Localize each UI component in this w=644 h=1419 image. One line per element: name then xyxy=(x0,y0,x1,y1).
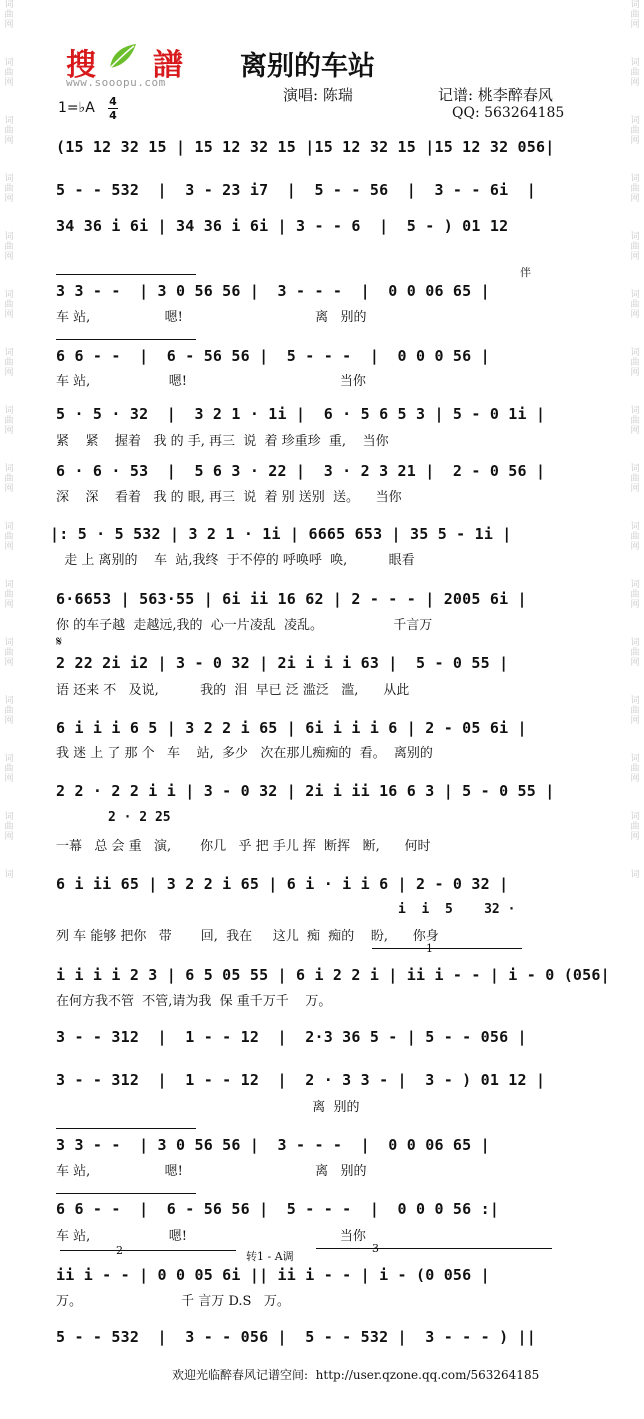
lyric-line: 走 上 离别的 车 站,我终 于不停的 呼唤呼 唤, 眼看 xyxy=(56,553,415,568)
notation-line: 6 6 - - | 6 - 56 56 | 5 - - - | 0 0 0 56 :| xyxy=(56,1200,500,1218)
watermark-char: 网 xyxy=(630,484,640,494)
watermark-char: 曲 xyxy=(4,358,14,368)
watermark-char: 曲 xyxy=(4,300,14,310)
watermark-char: 词 xyxy=(630,812,640,822)
watermark-char: 词 xyxy=(4,290,14,300)
watermark-char: 曲 xyxy=(4,68,14,78)
watermark-char: 词 xyxy=(630,522,640,532)
watermark-char: 曲 xyxy=(4,126,14,136)
lyric-line: 车 站, 嗯! 离 别的 xyxy=(56,310,367,325)
logo-url: www.sooopu.com xyxy=(66,76,166,89)
watermark-char: 词 xyxy=(4,232,14,242)
tie-line xyxy=(56,274,196,275)
watermark-char: 词 xyxy=(630,696,640,706)
watermark-char: 网 xyxy=(630,832,640,842)
watermark-char: 词 xyxy=(4,812,14,822)
lyric-line: 在何方我不管 不管,请为我 保 重千万千 万。 xyxy=(56,994,332,1009)
watermark-char: 网 xyxy=(630,716,640,726)
notation-line: 3 - - 312 | 1 - - 12 | 2·3 36 5 - | 5 - - 056 | xyxy=(56,1028,527,1046)
lyric-line: 车 站, 嗯! 当你 xyxy=(56,374,366,389)
footer-link: 欢迎光临醉春风记谱空间: http://user.qzone.qq.com/563264185 xyxy=(172,1368,540,1382)
volta-2-label: 2 xyxy=(116,1244,123,1257)
lyric-line: 紧 紧 握着 我 的 手, 再三 说 着 珍重珍 重, 当你 xyxy=(56,434,389,449)
sooopu-logo xyxy=(66,40,196,100)
watermark-char: 网 xyxy=(4,310,14,320)
watermark-char: 网 xyxy=(4,600,14,610)
notation-line: 6 · 6 · 53 | 5 6 3 · 22 | 3 · 2 3 21 | 2 - 0 56 | xyxy=(56,462,546,480)
notation-line: 3 3 - - | 3 0 56 56 | 3 - - - | 0 0 06 65 | xyxy=(56,1136,490,1154)
watermark-char: 词 xyxy=(4,696,14,706)
notation-line: 2 22 2i i2 | 3 - 0 32 | 2i i i i 63 | 5 - 0 55 | xyxy=(56,654,509,672)
notation-line: 5 - - 532 | 3 - 23 i7 | 5 - - 56 | 3 - - 6i | xyxy=(56,181,536,199)
watermark-char: 网 xyxy=(630,426,640,436)
tie-line xyxy=(56,1193,196,1194)
watermark-char: 网 xyxy=(630,20,640,30)
watermark-char: 曲 xyxy=(4,416,14,426)
watermark-char: 网 xyxy=(4,832,14,842)
watermark-char: 曲 xyxy=(4,10,14,20)
song-title: 离别的车站 xyxy=(240,51,375,82)
watermark-char: 曲 xyxy=(630,242,640,252)
watermark-char: 曲 xyxy=(630,184,640,194)
watermark-char: 网 xyxy=(630,194,640,204)
watermark-char: 网 xyxy=(630,774,640,784)
qq-number: QQ: 563264185 xyxy=(452,105,565,121)
watermark-char: 网 xyxy=(630,252,640,262)
watermark-char: 词 xyxy=(4,406,14,416)
logo-mark-right: 譜 xyxy=(152,48,185,83)
watermark-char: 网 xyxy=(4,252,14,262)
watermark-char: 曲 xyxy=(630,300,640,310)
leaf-icon xyxy=(106,42,138,72)
lyric-line: 车 站, 嗯! 当你 xyxy=(56,1229,366,1244)
watermark-char: 曲 xyxy=(4,648,14,658)
meter-top: 4 xyxy=(109,95,117,108)
watermark-char: 词 xyxy=(630,174,640,184)
volta-1-label: 1 xyxy=(426,942,433,955)
watermark-char: 曲 xyxy=(630,416,640,426)
watermark-char: 词 xyxy=(630,58,640,68)
lyric-line: 万。 千 言万 D.S 万。 xyxy=(56,1294,290,1309)
lyric-line: 你 的车子越 走越远,我的 心一片凌乱 凌乱。 千言万 xyxy=(56,618,433,633)
accompaniment-mark: 伴 xyxy=(520,266,531,279)
watermark-char: 曲 xyxy=(630,10,640,20)
watermark-char: 曲 xyxy=(630,590,640,600)
watermark-char: 网 xyxy=(4,368,14,378)
watermark-char: 网 xyxy=(630,310,640,320)
alternate-notes: i i 5 32 · xyxy=(398,902,516,917)
watermark-char: 词 xyxy=(4,870,14,880)
watermark-char: 曲 xyxy=(4,532,14,542)
watermark-char: 词 xyxy=(630,348,640,358)
notation-line: 6 i i i 6 5 | 3 2 2 i 65 | 6i i i i 6 | 2 - 05 6i | xyxy=(56,719,527,737)
watermark-char: 曲 xyxy=(4,764,14,774)
watermark-char: 网 xyxy=(4,194,14,204)
singer-credit: 演唱: 陈瑞 xyxy=(283,86,353,104)
watermark-char: 网 xyxy=(630,542,640,552)
watermark-char: 词 xyxy=(4,522,14,532)
lyric-line: 一幕 总 会 重 演, 你几 乎 把 手儿 挥 断挥 断, 何时 xyxy=(56,839,431,854)
watermark-char: 曲 xyxy=(630,648,640,658)
watermark-char: 曲 xyxy=(630,532,640,542)
watermark-char: 词 xyxy=(630,638,640,648)
notation-line: 5 - - 532 | 3 - - 056 | 5 - - 532 | 3 - - - ) || xyxy=(56,1328,536,1346)
notation-line: i i i i 2 3 | 6 5 05 55 | 6 i 2 2 i | ii i - - | i - 0 (056| xyxy=(56,966,610,984)
tie-line xyxy=(56,339,196,340)
watermark-char: 词 xyxy=(630,406,640,416)
notation-line: ii i - - | 0 0 05 6i || ii i - - | i - (0 056 | xyxy=(56,1266,490,1284)
notation-line: |: 5 · 5 532 | 3 2 1 · 1i | 6665 653 | 35 5 - 1i | xyxy=(50,525,512,543)
lyric-line: 深 深 看着 我 的 眼, 再三 说 着 别 送别 送。 当你 xyxy=(56,490,402,505)
watermark-char: 曲 xyxy=(630,706,640,716)
watermark-char: 网 xyxy=(4,20,14,30)
watermark-char: 曲 xyxy=(4,474,14,484)
notation-line: 6 i ii 65 | 3 2 2 i 65 | 6 i · i i 6 | 2 - 0 32 | xyxy=(56,875,509,893)
watermark-char: 词 xyxy=(4,174,14,184)
watermark-char: 网 xyxy=(630,368,640,378)
watermark-char: 词 xyxy=(630,870,640,880)
watermark-char: 词 xyxy=(630,464,640,474)
watermark-char: 网 xyxy=(4,426,14,436)
watermark-char: 网 xyxy=(630,136,640,146)
watermark-char: 词 xyxy=(630,0,640,10)
watermark-char: 曲 xyxy=(630,126,640,136)
volta-bracket-2 xyxy=(60,1250,236,1251)
segno-sign: 𝄋 xyxy=(56,634,63,650)
volta-3-label: 3 xyxy=(372,1242,379,1255)
watermark-char: 词 xyxy=(4,58,14,68)
notation-line: 34 36 i 6i | 34 36 i 6i | 3 - - 6 | 5 - ) 01 12 xyxy=(56,217,509,235)
watermark-char: 曲 xyxy=(4,590,14,600)
watermark-char: 词 xyxy=(4,0,14,10)
notation-line: 3 3 - - | 3 0 56 56 | 3 - - - | 0 0 06 65 | xyxy=(56,282,490,300)
watermark-char: 曲 xyxy=(630,358,640,368)
watermark-char: 曲 xyxy=(4,822,14,832)
watermark-char: 词 xyxy=(630,754,640,764)
watermark-char: 词 xyxy=(4,580,14,590)
watermark-char: 网 xyxy=(630,78,640,88)
watermark-char: 曲 xyxy=(630,764,640,774)
lyric-line: 语 还来 不 及说, 我的 泪 早已 泛 滥泛 滥, 从此 xyxy=(56,683,410,698)
watermark-char: 曲 xyxy=(630,474,640,484)
watermark-char: 曲 xyxy=(4,706,14,716)
notation-line: 6·6653 | 563·55 | 6i ii 16 62 | 2 - - - | 2005 6i | xyxy=(56,590,527,608)
watermark-char: 词 xyxy=(630,116,640,126)
watermark-char: 曲 xyxy=(4,184,14,194)
meter-bottom: 4 xyxy=(109,109,117,122)
notation-line: 2 2 · 2 2 i i | 3 - 0 32 | 2i i ii 16 6 3 | 5 - 0 55 | xyxy=(56,782,555,800)
notation-line: (15 12 32 15 | 15 12 32 15 |15 12 32 15 |15 12 32 056| xyxy=(56,138,555,156)
volta-bracket-3 xyxy=(316,1248,552,1249)
notation-line: 6 6 - - | 6 - 56 56 | 5 - - - | 0 0 0 56 | xyxy=(56,347,490,365)
watermark-char: 网 xyxy=(4,658,14,668)
watermark-char: 网 xyxy=(4,716,14,726)
left-watermark-strip xyxy=(2,0,16,1419)
key-signature: 1=♭A xyxy=(58,100,95,116)
watermark-char: 曲 xyxy=(630,68,640,78)
watermark-char: 词 xyxy=(630,232,640,242)
watermark-char: 网 xyxy=(630,658,640,668)
tie-line xyxy=(56,1128,196,1129)
right-watermark-strip xyxy=(628,0,642,1419)
lyric-line: 列 车 能够 把你 带 回, 我在 这儿 痴 痴的 盼, 你身 xyxy=(56,929,439,944)
notator-credit: 记谱: 桃李醉春风 xyxy=(438,86,553,104)
watermark-char: 词 xyxy=(4,348,14,358)
watermark-char: 曲 xyxy=(630,822,640,832)
lyric-line: 离 别的 xyxy=(56,1100,360,1115)
lyric-line: 我 迷 上 了 那 个 车 站, 多少 次在那儿痴痴的 看。 离别的 xyxy=(56,746,433,761)
notation-line: 5 · 5 · 32 | 3 2 1 · 1i | 6 · 5 6 5 3 | 5 - 0 1i | xyxy=(56,405,546,423)
time-signature xyxy=(108,96,118,121)
watermark-char: 网 xyxy=(630,600,640,610)
watermark-char: 网 xyxy=(4,484,14,494)
logo-mark-left: 搜 xyxy=(66,48,98,83)
watermark-char: 曲 xyxy=(4,242,14,252)
volta-bracket-1 xyxy=(372,948,522,949)
watermark-char: 词 xyxy=(630,580,640,590)
watermark-char: 网 xyxy=(4,78,14,88)
watermark-char: 网 xyxy=(4,542,14,552)
watermark-char: 网 xyxy=(4,136,14,146)
alternate-notes: 2 · 2 25 xyxy=(108,810,171,825)
watermark-char: 网 xyxy=(4,774,14,784)
notation-line: 3 - - 312 | 1 - - 12 | 2 · 3 3 - | 3 - ) 01 12 | xyxy=(56,1071,546,1089)
watermark-char: 词 xyxy=(630,290,640,300)
watermark-char: 词 xyxy=(4,464,14,474)
key-change-mark: 转1 - A调 xyxy=(246,1250,294,1263)
lyric-line: 车 站, 嗯! 离 别的 xyxy=(56,1164,367,1179)
watermark-char: 词 xyxy=(4,638,14,648)
watermark-char: 词 xyxy=(4,754,14,764)
watermark-char: 词 xyxy=(4,116,14,126)
